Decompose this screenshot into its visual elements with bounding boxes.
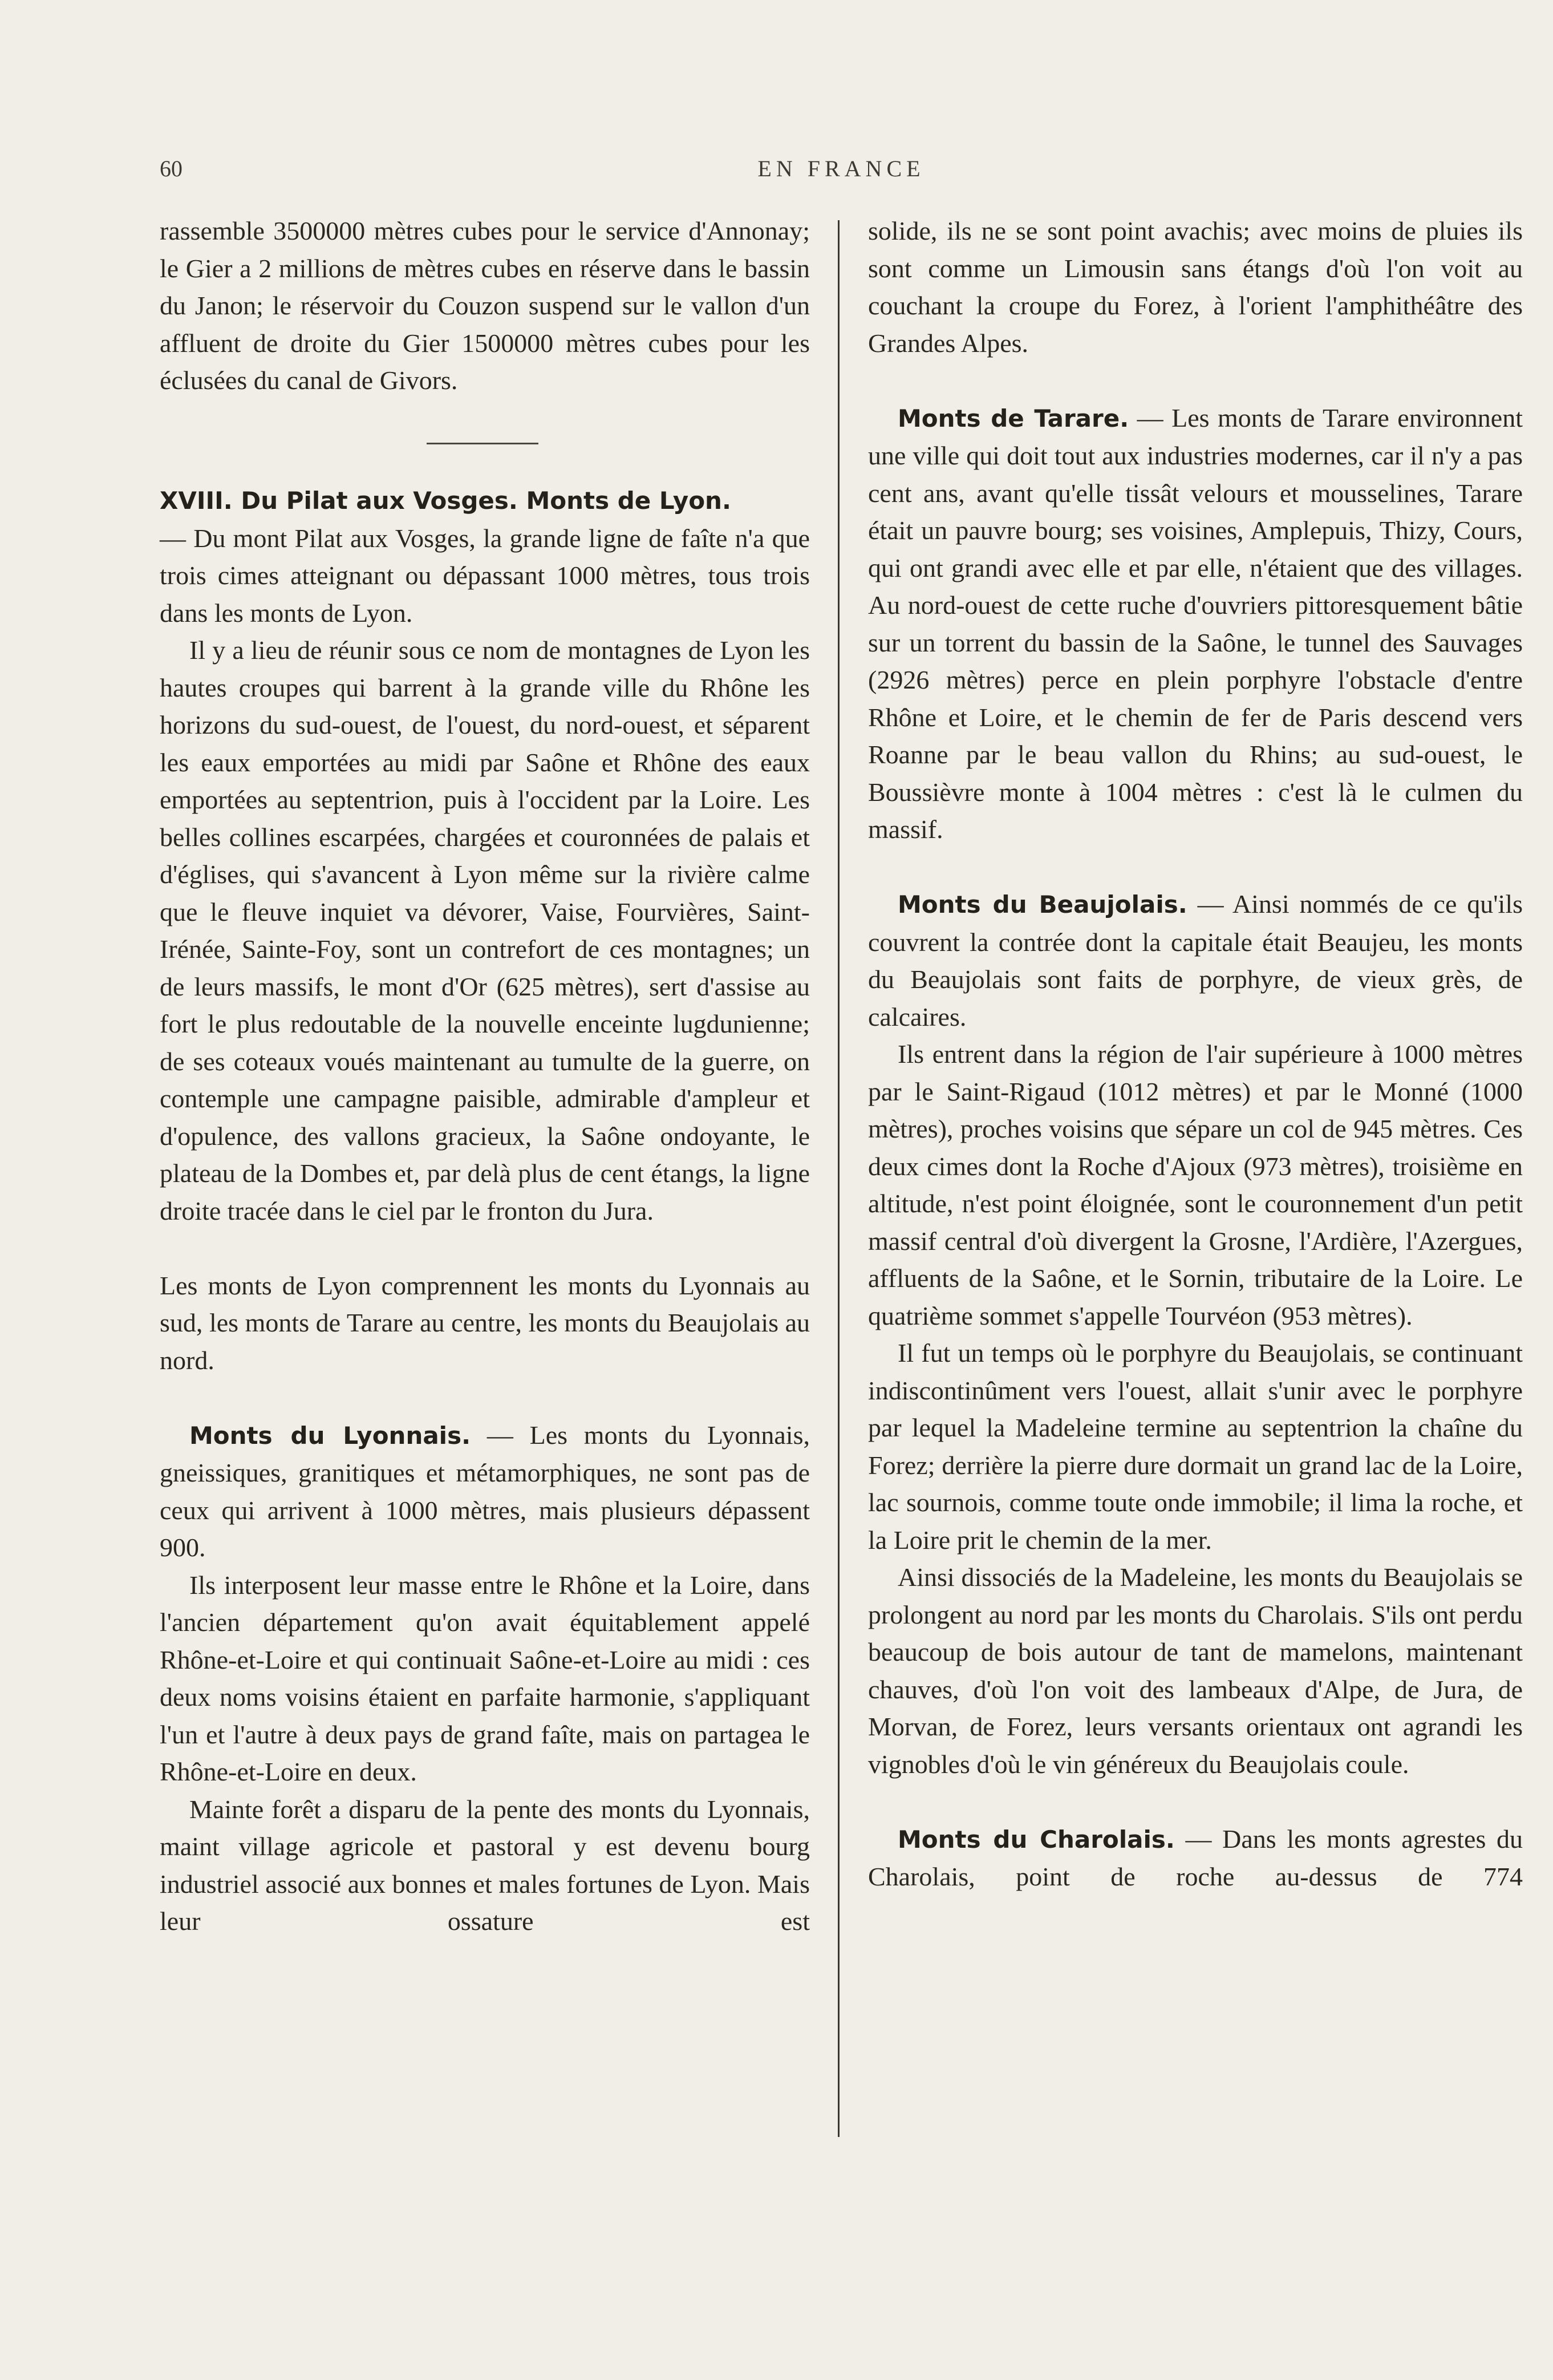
section-divider (427, 443, 538, 444)
subheading-monts-du-lyonnais: Monts du Lyonnais. (189, 1421, 471, 1450)
paragraph-limousin: solide, ils ne se sont point avachis; avec moins de pluies ils sont comme un Limousin sans étangs d'où l'on voit au couchant la croupe du Forez, à l'orient l'amphithéâtre des Grandes Alpes. (868, 216, 1523, 358)
subheading-monts-du-charolais: Monts du Charolais. (898, 1825, 1175, 1853)
subheading-monts-du-beaujolais: Monts du Beaujolais. (898, 891, 1187, 918)
paragraph-charolais-text: — Dans les monts agrestes du Charolais, point de roche au-dessus de 774 (868, 1824, 1523, 1891)
running-title: EN FRANCE (757, 156, 925, 181)
paragraph-beaujolais (868, 885, 1523, 1035)
paragraph-forets-lyonnais: Mainte forêt a disparu de la pente des monts du Lyonnais, maint village agricole et pastoral y est devenu bourg industriel associé aux bonnes et males fortunes de Lyon. Mais leur ossature est (160, 1794, 810, 1936)
page-header (160, 155, 1523, 195)
column-separator (838, 220, 840, 2137)
right-column (868, 212, 1523, 1896)
paragraph-lyonnais (160, 1416, 810, 1567)
page-number: 60 (160, 156, 183, 181)
paragraph-annonay-reservoirs: rassemble 3500000 mètres cubes pour le service d'Annonay; le Gier a 2 millions de mètres cubes en réserve dans le bassin du Janon; le réservoir du Couzon suspend sur le vallon d'un affluent de droite du Gier 1500000 mètres cubes pour les éclusées du canal de Givors. (160, 216, 810, 395)
paragraph-pilat-text: — Du mont Pilat aux Vosges, la grande ligne de faîte n'a que trois cimes atteignant ou dépassant 1000 mètres, tous trois dans les monts de Lyon. (160, 523, 810, 628)
paragraph-monts-de-lyon: Il y a lieu de réunir sous ce nom de montagnes de Lyon les hautes croupes qui barrent à la grande ville du Rhône les horizons du sud-ouest, de l'ouest, du nord-ouest, et séparent les eaux emportées au midi par Saône et Rhône des eaux emportées au septentrion, puis à l'occident par la Loire. Les belles collines escarpées, chargées et couronnées de palais et d'églises, qui s'avancent à Lyon même sur la rivière calme que le fleuve inquiet va dévorer, Vaise, Fourvières, Saint-Irénée, Sainte-Foy, sont un contrefort de ces montagnes; un de leurs massifs, le mont d'Or (625 mètres), sert d'assise au fort le plus redoutable de la nouvelle enceinte lugdunienne; de ses coteaux voués maintenant au tumulte de la guerre, on contemple une campagne paisible, admirable d'ampleur et d'opulence, des vallons gracieux, la Saône ondoyante, le plateau de la Dombes et, par delà plus de cent étangs, la ligne droite tracée dans le ciel par le fronton du Jura. (160, 636, 810, 1225)
paragraph-monts-de-lyon-divisions: Les monts de Lyon comprennent les monts du Lyonnais au sud, les monts de Tarare au centre, les monts du Beaujolais au nord. (160, 1270, 810, 1375)
paragraph-lyonnais-text: — Les monts du Lyonnais, gneissiques, granitiques et métamorphiques, ne sont pas de ceux qui arrivent à 1000 mètres, mais plusieurs dépassent 900. (160, 1420, 810, 1562)
paragraph-rhone-et-loire: Ils interposent leur masse entre le Rhône et la Loire, dans l'ancien département qu'on avait équitablement appelé Rhône-et-Loire et qui continuait Saône-et-Loire au midi : ces deux noms voisins étaient en parfaite harmonie, s'appliquant l'un et l'autre à deux pays de grand faîte, mais on partagea le Rhône-et-Loire en deux. (160, 1570, 810, 1786)
paragraph-charolais (868, 1820, 1523, 1896)
paragraph-beaujolais-text: — Ainsi nommés de ce qu'ils couvrent la contrée dont la capitale était Beaujeu, les monts du Beaujolais sont faits de porphyre, de vieux grès, de calcaires. (868, 889, 1523, 1031)
paragraph-tarare-text: — Les monts de Tarare environnent une ville qui doit tout aux industries modernes, car il n'y a pas cent ans, avant qu'elle tissât velours et mousselines, Tarare était un pauvre bourg; ses voisines, Amplepuis, Thizy, Cours, qui ont grandi avec elle et par elle, n'étaient que des villages. Au nord-ouest de cette ruche d'ouvriers pittoresquement bâtie sur un torrent du bassin de la Saône, le tunnel des Sauvages (2926 mètres) perce en plein porphyre l'obstacle d'entre Rhône et Loire, et le chemin de fer de Paris descend vers Roanne par le beau vallon du Rhins; au sud-ouest, le Boussièvre monte à 1004 mètres : c'est là le culmen du massif. (868, 403, 1523, 844)
paragraph-tarare (868, 399, 1523, 848)
paragraph-saint-rigaud: Ils entrent dans la région de l'air supérieure à 1000 mètres par le Saint-Rigaud (1012 mètres) et par le Monné (1000 mètres), proches voisins que sépare un col de 945 mètres. Ces deux cimes dont la Roche d'Ajoux (973 mètres), troisième en altitude, n'est point éloignée, sont le couronnement d'un petit massif central d'où divergent la Grosne, l'Ardière, l'Azergues, affluents de la Saône, et le Sornin, tributaire de la Loire. Le quatrième sommet s'appelle Tourvéon (953 mètres). (868, 1039, 1523, 1330)
paragraph-madeleine: Ainsi dissociés de la Madeleine, les monts du Beaujolais se prolongent au nord par les monts du Charolais. S'ils ont perdu beaucoup de bois autour de tant de mamelons, maintenant chauves, d'où l'on voit des lambeaux d'Alpe, de Jura, de Morvan, de Forez, leurs versants orientaux ont agrandi les vignobles d'où le vin généreux du Beaujolais coule. (868, 1563, 1523, 1779)
left-column (160, 212, 810, 1940)
subheading-monts-de-tarare: Monts de Tarare. (898, 404, 1129, 432)
section-heading-pilat-vosges: XVIII. Du Pilat aux Vosges. Monts de Lyon. (160, 487, 731, 515)
paragraph-pilat-vosges (160, 481, 810, 632)
paragraph-porphyre: Il fut un temps où le porphyre du Beaujolais, se continuant indiscontinûment vers l'ouest, allait s'unir avec le porphyre par lequel la Madeleine termine au septentrion la chaîne du Forez; derrière la pierre dure dormait un grand lac de la Loire, lac sournois, comme toute onde immobile; il lima la roche, et la Loire prit le chemin de la mer. (868, 1338, 1523, 1555)
